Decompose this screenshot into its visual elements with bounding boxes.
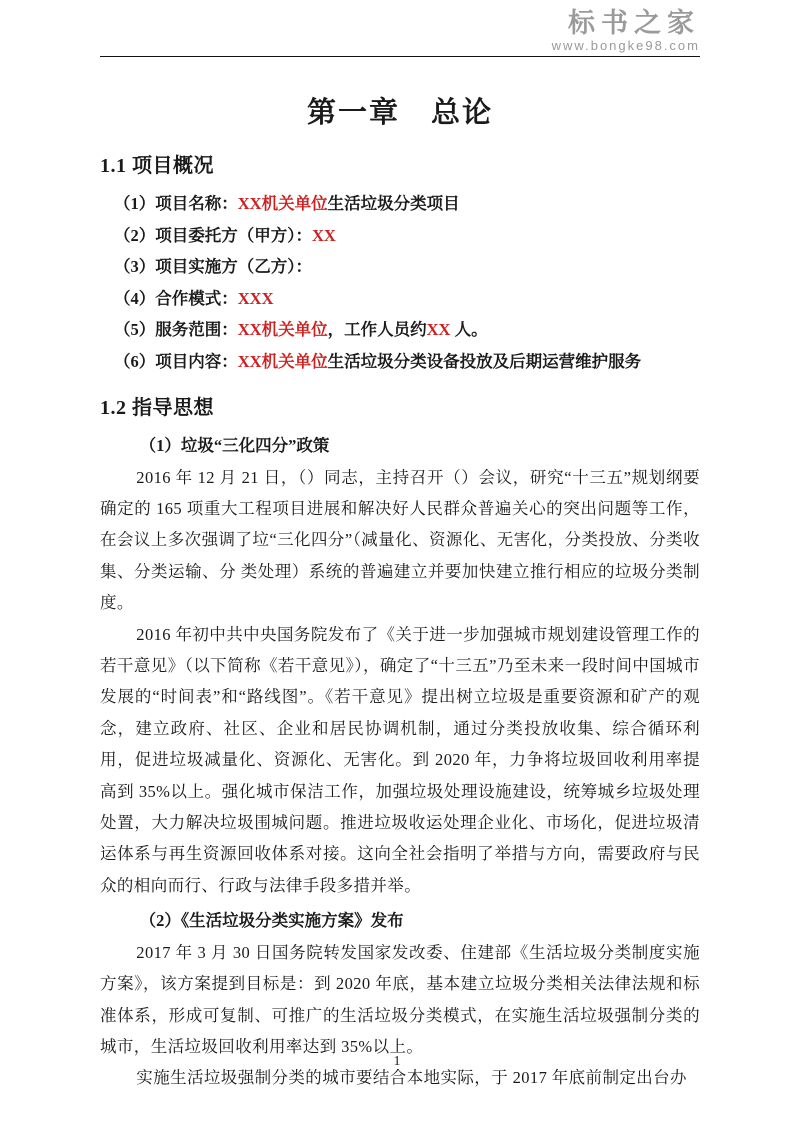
chapter-title: 第一章 总论 (306, 97, 493, 129)
subsection-2-heading: （2）《生活垃圾分类实施方案》发布 (139, 911, 404, 931)
list-item: （2）项目委托方（甲方）：XX (114, 225, 336, 245)
list-item: （5）服务范围：XX机关单位，工作人员约XX 人。 (114, 320, 488, 339)
logo-text: 标书之家 (568, 8, 700, 38)
section-1-1-heading: 1.1 项目概况 (100, 155, 214, 177)
paragraph: 2016 年初中共中央国务院发布了《关于进一步加强城市规划建设管理工作的若干意见》（以下简称《若干意见》），确定了“十三五”乃至未来一段时间中国城市发展的“时间表”和“路线图”。《若干意见》提出树立垃圾是重要资源和矿产的观念，建立政府、社区、企业和居民协调机制，通过分类投放收集、综合循环利用，促进垃圾减量化、资源化、无害化。到 2020 年，力争将垃圾回收利用率提高到 35%以上。强化城市保洁工作，加强垃圾处理设施建设，统筹城乡垃圾处理处置，大力解决垃圾围城问题。推进垃圾收运处理企业化、市场化，促进垃圾清运体系与再生资源回收体系对接。这向全社会指明了举措与方向，需要政府与民众的相向而行、行政与法律手段多措并举。 (100, 624, 700, 895)
watermark-logo (552, 8, 700, 53)
logo-url: www.bongke98.com (551, 38, 700, 53)
project-overview-list (100, 188, 700, 377)
list-item: （4）合作模式：XXX (114, 288, 274, 308)
paragraph: 实施生活垃圾强制分类的城市要结合本地实际，于 2017 年底前制定出台办 (136, 1068, 687, 1088)
paragraph: 2017 年 3 月 30 日国务院转发国家发改委、住建部《生活垃圾分类制度实施方案》，该方案提到目标是：到 2020 年底，基本建立垃圾分类相关法律法规和标准体系，形成可复制、可推广的生活垃圾分类模式，在实施生活垃圾强制分类的城市，生活垃圾回收利用率达到 35%以上。 (100, 942, 700, 1056)
page-header (100, 0, 700, 58)
list-item: （3）项目实施方（乙方）： (114, 257, 312, 276)
list-item: （6）项目内容：XX机关单位生活垃圾分类设备投放及后期运营维护服务 (114, 351, 642, 371)
page-number: 1 (393, 1054, 401, 1069)
list-item: （1）项目名称：XX机关单位生活垃圾分类项目 (114, 194, 460, 213)
section-1-2-heading: 1.2 指导思想 (100, 397, 214, 419)
paragraph: 2016 年 12 月 21 日，（）同志，主持召开（）会议，研究“十三五”规划纲要确定的 165 项重大工程项目进展和解决好人民群众普遍关心的突出问题等工作，在会议上多次强调了垃“三化四分”（减量化、资源化、无害化，分类投放、分类收集、分类运输、分 类处理）系统的普遍建立并要加快建立推行相应的垃圾分类制度。 (100, 467, 700, 613)
header-rule (100, 56, 700, 57)
subsection-1-heading: （1）垃圾“三化四分”政策 (139, 436, 330, 455)
